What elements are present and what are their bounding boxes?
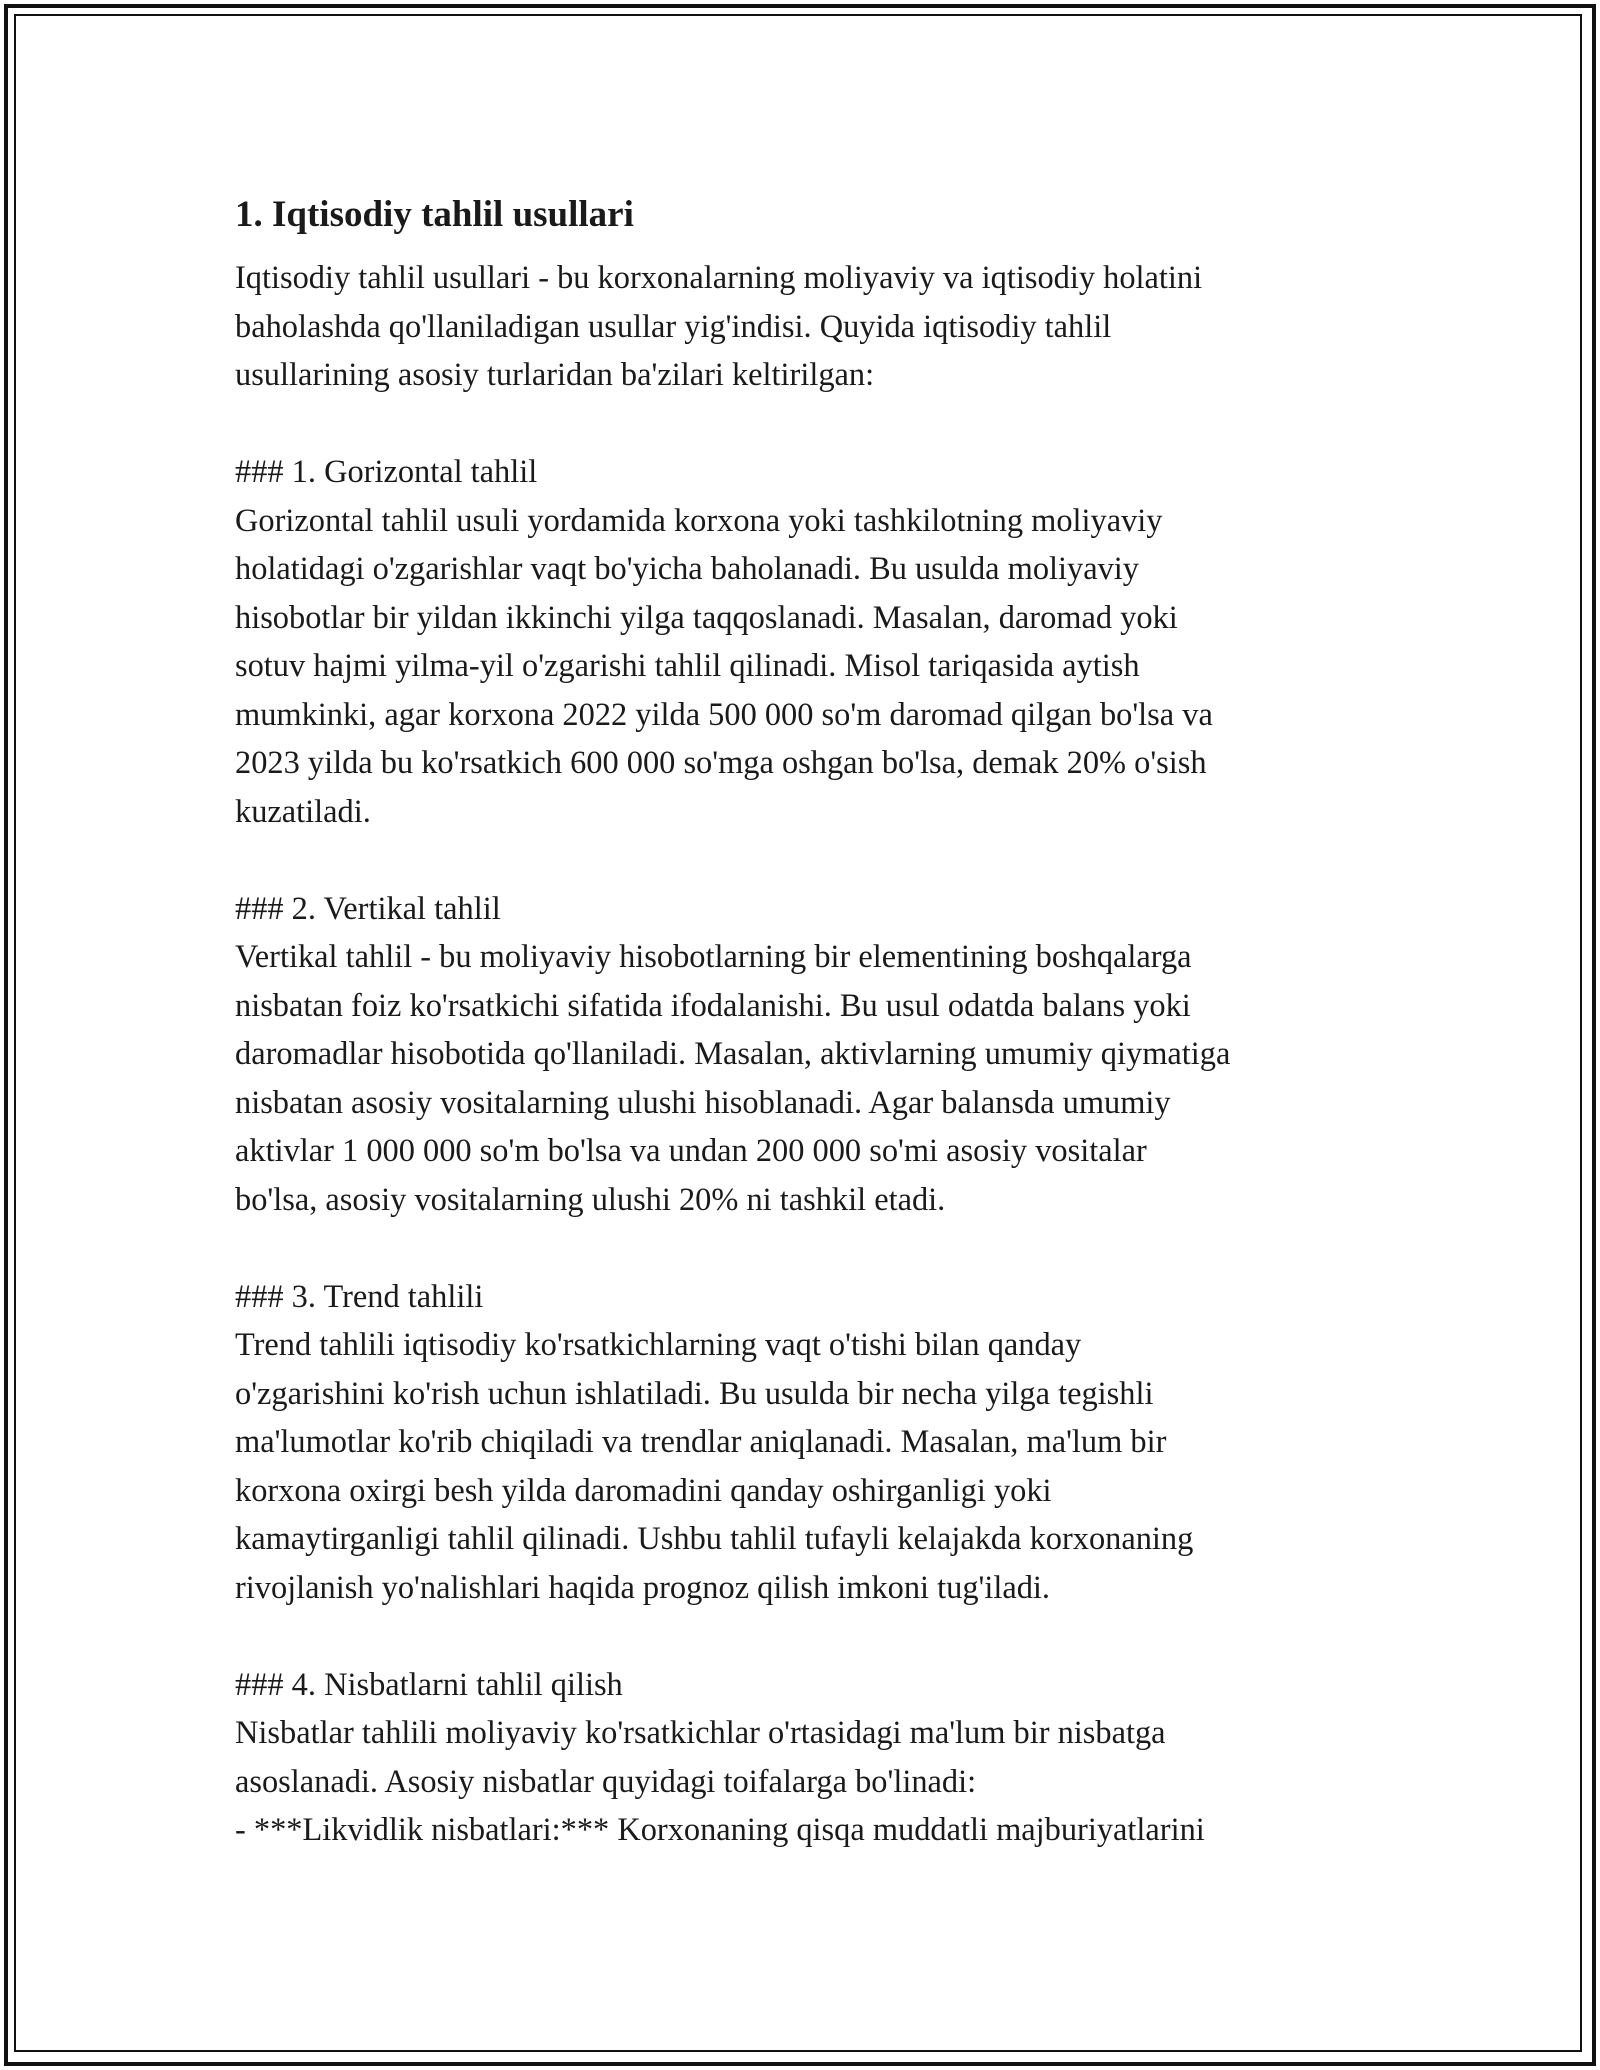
document-title: 1. Iqtisodiy tahlil usullari: [235, 194, 634, 235]
section-heading: ### 2. Vertikal tahlil: [235, 890, 501, 927]
section-gorizontal-tahlil: [235, 448, 1375, 836]
section-vertikal-tahlil: [235, 885, 1375, 1225]
section-trend-tahlili: [235, 1273, 1375, 1613]
section-nisbatlarni-tahlil-qilish: [235, 1661, 1375, 1855]
document-body: [235, 186, 1375, 1855]
section-body: Nisbatlar tahlili moliyaviy ko'rsatkichlar o'rtasidagi ma'lum bir nisbatga asoslanadi. Asosiy nisbatlar quyidagi toifalarga bo'linadi: - ***Likvidlik nisbatlari:*** Korxonaning qisqa muddatli majburiyatlarini: [235, 1715, 1205, 1848]
section-heading: ### 1. Gorizontal tahlil: [235, 454, 538, 490]
section-body: Vertikal tahlil - bu moliyaviy hisobotlarning bir elementining boshqalarga nisbatan foiz ko'rsatkichi sifatida ifodalanishi. Bu usul odatda balans yoki daromadlar hisobotida qo'llaniladi. Masalan, aktivlarning umumiy qiymatiga nisbatan asosiy vositalarning ulushi hisoblanadi. Agar balansda umumiy aktivlar 1 000 000 so'm bo'lsa va undan 200 000 so'mi asosiy vositalar bo'lsa, asosiy vositalarning ulushi 20% ni tashkil etadi.: [235, 939, 1231, 1218]
section-body: Gorizontal tahlil usuli yordamida korxona yoki tashkilotning moliyaviy holatidagi o'zgarishlar vaqt bo'yicha baholanadi. Bu usulda moliyaviy hisobotlar bir yildan ikkinchi yilga taqqoslanadi. Masalan, daromad yoki sotuv hajmi yilma-yil o'zgarishi tahlil qilinadi. Misol tariqasida aytish mumkinki, agar korxona 2022 yilda 500 000 so'm daromad qilgan bo'lsa va 2023 yilda bu ko'rsatkich 600 000 so'mga oshgan bo'lsa, demak 20% o'sish kuzatiladi.: [235, 502, 1213, 830]
section-heading: ### 4. Nisbatlarni tahlil qilish: [235, 1666, 623, 1703]
section-body: Trend tahlili iqtisodiy ko'rsatkichlarning vaqt o'tishi bilan qanday o'zgarishini ko'rish uchun ishlatiladi. Bu usulda bir necha yilga tegishli ma'lumotlar ko'rib chiqiladi va trendlar aniqlanadi. Masalan, ma'lum bir korxona oxirgi besh yilda daromadini qanday oshirganligi yoki kamaytirganligi tahlil qilinadi. Ushbu tahlil tufayli kelajakda korxonaning rivojlanish yo'nalishlari haqida prognoz qilish imkoni tug'iladi.: [235, 1327, 1194, 1606]
section-heading: ### 3. Trend tahlili: [235, 1278, 484, 1315]
intro-paragraph: Iqtisodiy tahlil usullari - bu korxonalarning moliyaviy va iqtisodiy holatini baholashda qo'llaniladigan usullar yig'indisi. Quyida iqtisodiy tahlil usullarining asosiy turlaridan ba'zilari keltirilgan:: [235, 260, 1203, 393]
